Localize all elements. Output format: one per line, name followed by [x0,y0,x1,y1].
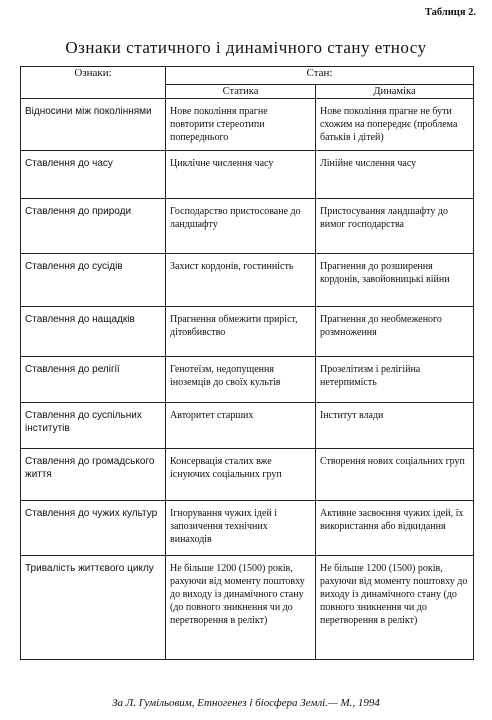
header-dynamics: Динаміка [316,85,474,99]
table-row [21,307,474,357]
row-statics: Прагнення обмежити приріст, дітовбивство [166,307,316,357]
row-sign: Тривалість життєвого циклу [21,556,166,660]
row-dynamics: Прагнення до розширення кордонів, завойовницькі війни [316,254,474,307]
row-sign: Ставлення до суспільних інститутів [21,403,166,449]
table-row [21,449,474,501]
row-sign: Ставлення до сусідів [21,254,166,307]
row-dynamics: Активне засвоєння чужих ідей, їх використання або відкидання [316,501,474,556]
row-dynamics: Не більше 1200 (1500) років, рахуючи від моменту поштовху до виходу із динамічного стану (до повного зникнення чи до перетворення в релікт) [316,556,474,660]
row-statics: Не більше 1200 (1500) років, рахуючи від моменту поштовху до виходу із динамічного стану (до повного зникнення чи до перетворення в релікт) [166,556,316,660]
table-row [21,151,474,199]
row-dynamics: Пристосування ландшафту до вимог господарства [316,199,474,254]
row-dynamics: Лінійне числення часу [316,151,474,199]
row-statics: Циклічне числення часу [166,151,316,199]
header-statics: Статика [166,85,316,99]
table-row [21,357,474,403]
row-sign: Ставлення до громадського життя [21,449,166,501]
row-dynamics: Нове покоління прагне не бути схожим на попереднє (проблема батьків і дітей) [316,99,474,151]
row-statics: Захист кордонів, гостинність [166,254,316,307]
source-citation: За Л. Гумільовим, Етногенез і біосфера Землі.— М., 1994 [112,697,380,709]
header-state: Стан: [166,67,474,85]
row-dynamics: Прагнення до необмеженого розмноження [316,307,474,357]
row-statics: Генотеїзм, недопущення іноземців до своїх культів [166,357,316,403]
ethnos-state-table [20,66,474,660]
row-sign: Ставлення до нащадків [21,307,166,357]
table-label: Таблиця 2. [424,7,476,18]
row-dynamics: Інститут влади [316,403,474,449]
row-statics: Господарство пристосоване до ландшафту [166,199,316,254]
row-statics: Авторитет старших [166,403,316,449]
row-sign: Ставлення до релігії [21,357,166,403]
row-statics: Консервація сталих вже існуючих соціальних груп [166,449,316,501]
row-statics: Нове покоління прагне повторити стереотипи попереднього [166,99,316,151]
table-row [21,199,474,254]
row-dynamics: Створення нових соціальних груп [316,449,474,501]
row-sign: Відносини між поколіннями [21,99,166,151]
row-statics: Ігнорування чужих ідей і запозичення технічних винаходів [166,501,316,556]
row-sign: Ставлення до часу [21,151,166,199]
table-row [21,501,474,556]
row-sign: Ставлення до чужих культур [21,501,166,556]
table-row [21,556,474,660]
row-sign: Ставлення до природи [21,199,166,254]
table-row [21,403,474,449]
header-row [21,67,474,85]
header-signs: Ознаки: [21,67,166,99]
row-dynamics: Прозелітизм і релігійна нетерпимість [316,357,474,403]
table-row [21,254,474,307]
table-row [21,99,474,151]
page-title: Ознаки статичного і динамічного стану етносу [65,38,427,57]
